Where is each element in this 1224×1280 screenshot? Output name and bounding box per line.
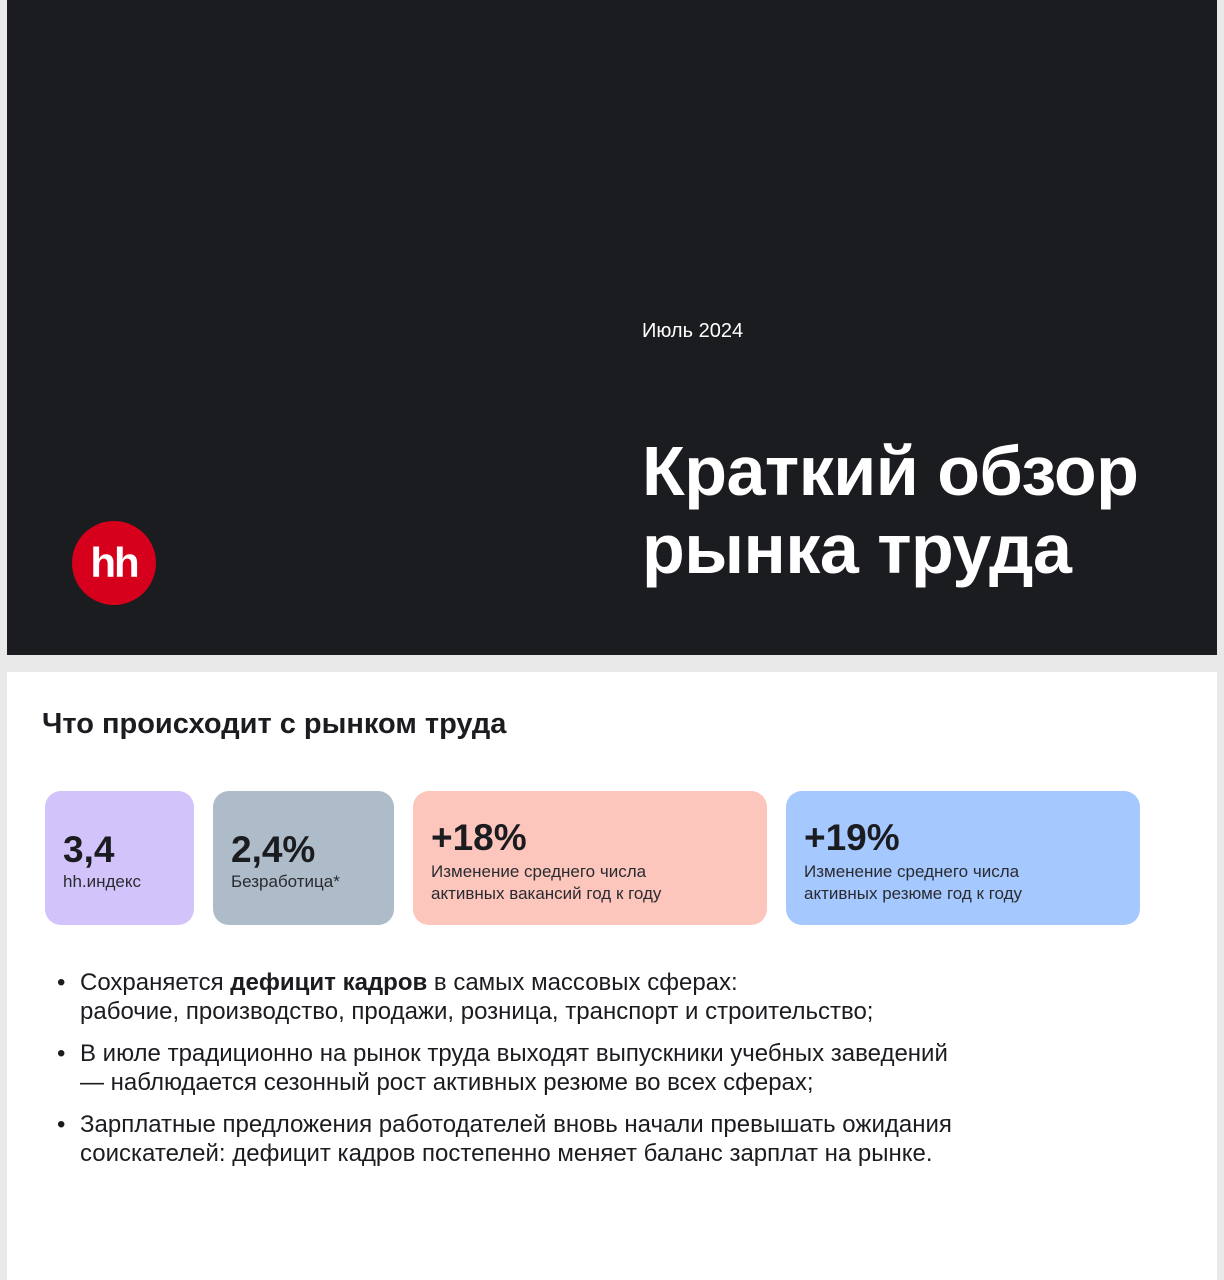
stat-value: 2,4% xyxy=(231,829,316,870)
overview-title: Что происходит с рынком труда xyxy=(42,708,507,740)
stat-card-resumes xyxy=(786,791,1140,925)
stat-label xyxy=(431,861,749,905)
bullet-line-2: — наблюдается сезонный рост активных резюме во всех сферах; xyxy=(80,1069,814,1096)
bullet-line-2: рабочие, производство, продажи, розница, транспорт и строительство; xyxy=(80,998,874,1025)
stat-label-line-2: активных вакансий год к году xyxy=(431,884,662,903)
stat-value: +18% xyxy=(431,817,527,858)
overview-slide xyxy=(7,672,1217,1280)
stat-value: +19% xyxy=(804,817,900,858)
report-date: Июль 2024 xyxy=(642,320,744,342)
bullet-line-1 xyxy=(80,968,1157,997)
stat-value: 3,4 xyxy=(63,829,115,870)
hh-logo-text: hh xyxy=(90,539,138,586)
cover-title xyxy=(642,432,1138,588)
bullet-line-1: • Зарплатные предложения работодателей вновь начали превышать ожидания xyxy=(80,1111,952,1138)
cover-slide xyxy=(7,0,1217,655)
stat-label xyxy=(804,861,1122,905)
bullet-line-1: • В июле традиционно на рынок труда выходят выпускники учебных заведений xyxy=(80,1040,948,1067)
bullet-item xyxy=(57,968,1157,1026)
stat-card-hh-index xyxy=(45,791,194,925)
cover-title-line-2: рынка труда xyxy=(642,510,1072,588)
stat-card-vacancies xyxy=(413,791,767,925)
bullet-text: Сохраняется xyxy=(80,969,231,996)
cover-title-line-1: Краткий обзор xyxy=(642,432,1139,510)
stat-label-line-1: Изменение среднего числа xyxy=(431,862,647,881)
bullet-item xyxy=(57,1039,1157,1097)
stat-label-line-2: активных резюме год к году xyxy=(804,884,1023,903)
stat-card-unemployment xyxy=(213,791,394,925)
bullet-item xyxy=(57,1110,1157,1168)
hh-logo xyxy=(72,521,156,605)
stat-label-line-1: Изменение среднего числа xyxy=(804,862,1020,881)
bullet-emphasis: дефицит кадров xyxy=(230,969,428,996)
stat-label: Безработица* xyxy=(231,872,340,891)
bullet-text: в самых массовых сферах: xyxy=(427,969,738,996)
stat-label: hh.индекс xyxy=(63,872,142,891)
key-points-list xyxy=(57,968,1157,1181)
bullet-line-2: соискателей: дефицит кадров постепенно меняет баланс зарплат на рынке. xyxy=(80,1140,933,1167)
